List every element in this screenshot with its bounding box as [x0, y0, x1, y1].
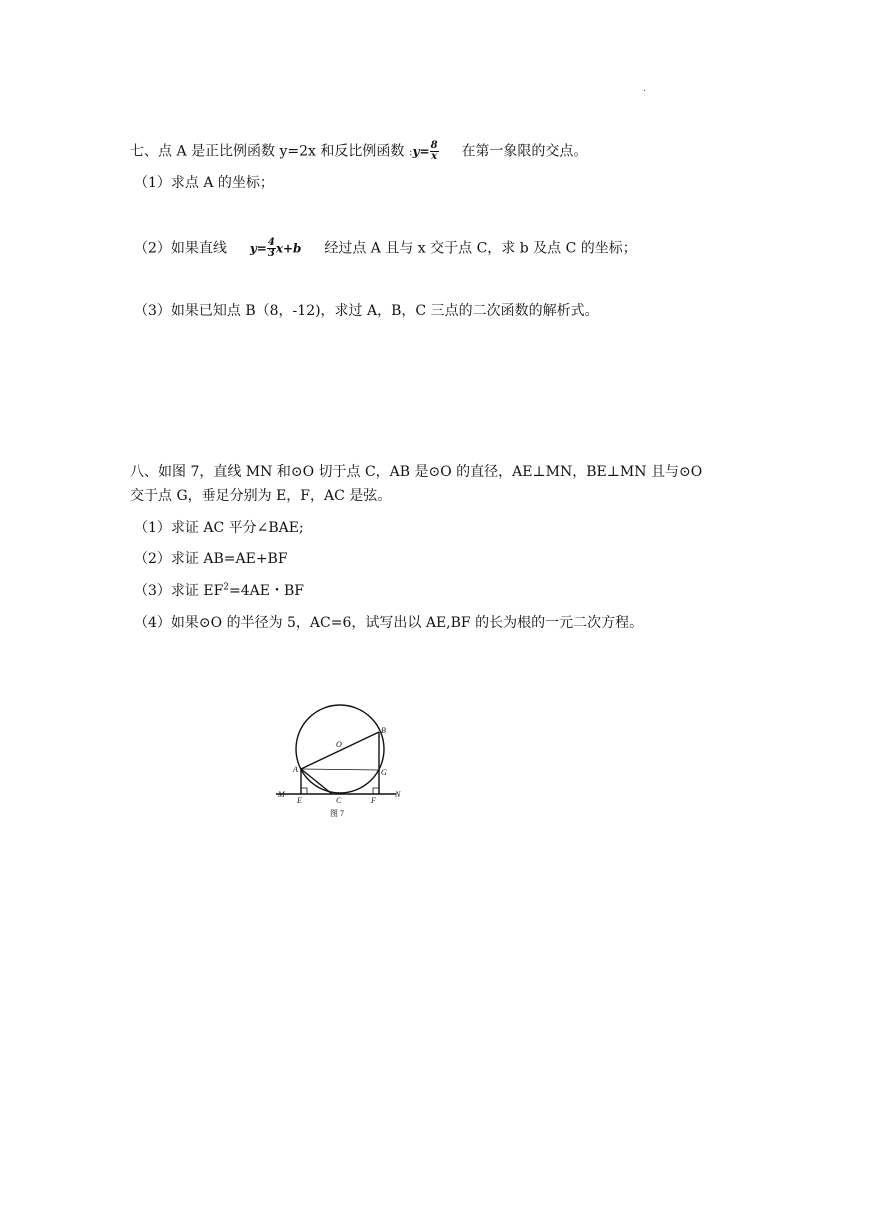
- inverse-function-formula: [409, 141, 439, 162]
- line-formula: [250, 238, 302, 259]
- superscript: 2: [223, 582, 230, 593]
- figure-caption: 图 7: [330, 809, 344, 818]
- label-a: A: [293, 765, 298, 774]
- label-c: C: [336, 796, 342, 805]
- q7-part1: （1）求点 A 的坐标；: [134, 175, 274, 191]
- fraction-denominator: x: [431, 151, 438, 162]
- q8-part3-text: （3）求证 EF: [134, 583, 224, 599]
- q7-part2: [134, 238, 637, 259]
- fraction-4-over-3: [267, 238, 276, 259]
- label-e: E: [297, 796, 302, 805]
- q7-intro-text: 七、点 A 是正比例函数 y=2x 和反比例函数: [130, 143, 405, 160]
- q8-part1: （1）求证 AC 平分∠BAE;: [134, 520, 304, 536]
- label-b: B: [381, 726, 386, 735]
- q8-part2: （2）求证 AB=AE+BF: [134, 551, 288, 567]
- fraction-8-over-x: [430, 141, 439, 162]
- formula-lhs: y=: [412, 144, 430, 159]
- circle-o: [296, 705, 384, 793]
- q7-intro-tail: 在第一象限的交点。: [461, 143, 588, 160]
- q7-part2-tail: 经过点 A 且与 x 交于点 C，求 b 及点 C 的坐标；: [324, 240, 637, 257]
- q8-part4: （4）如果⊙O 的半径为 5，AC=6，试写出以 AE,BF 的长为根的一元二次方程。: [134, 615, 644, 631]
- formula-prefix: :: [408, 145, 413, 159]
- label-g: G: [381, 768, 387, 777]
- q8-line2: 交于点 G，垂足分别为 E，F，AC 是弦。: [130, 488, 392, 504]
- chord-ac: [301, 769, 332, 794]
- q8-line1: 八、如图 7，直线 MN 和⊙O 切于点 C，AB 是⊙O 的直径，AE⊥MN，BE⊥MN 且与⊙O: [130, 464, 703, 480]
- diameter-ab: [301, 732, 379, 769]
- q8-part3: [134, 582, 304, 600]
- formula-lhs: y=: [249, 241, 267, 256]
- label-f: F: [371, 796, 376, 805]
- fraction-numerator: 4: [267, 237, 275, 248]
- label-n: N: [395, 790, 401, 799]
- label-m: M: [278, 790, 285, 799]
- fraction-denominator: 3: [267, 248, 275, 259]
- fraction-numerator: 8: [430, 140, 438, 151]
- right-angle-f: [373, 788, 379, 794]
- segment-ag: [301, 769, 379, 770]
- label-o: O: [336, 740, 342, 749]
- page-mark: .: [643, 84, 646, 94]
- right-angle-e: [301, 788, 307, 794]
- q7-part3: （3）如果已知点 B（8，-12)，求过 A，B，C 三点的二次函数的解析式。: [134, 303, 599, 319]
- q7-intro: [130, 141, 587, 162]
- formula-tail: x+b: [275, 241, 302, 256]
- figure-7-diagram: [272, 702, 422, 824]
- q8-part3-tail: =4AE・BF: [229, 583, 305, 599]
- q7-part2-text: （2）如果直线: [134, 240, 227, 257]
